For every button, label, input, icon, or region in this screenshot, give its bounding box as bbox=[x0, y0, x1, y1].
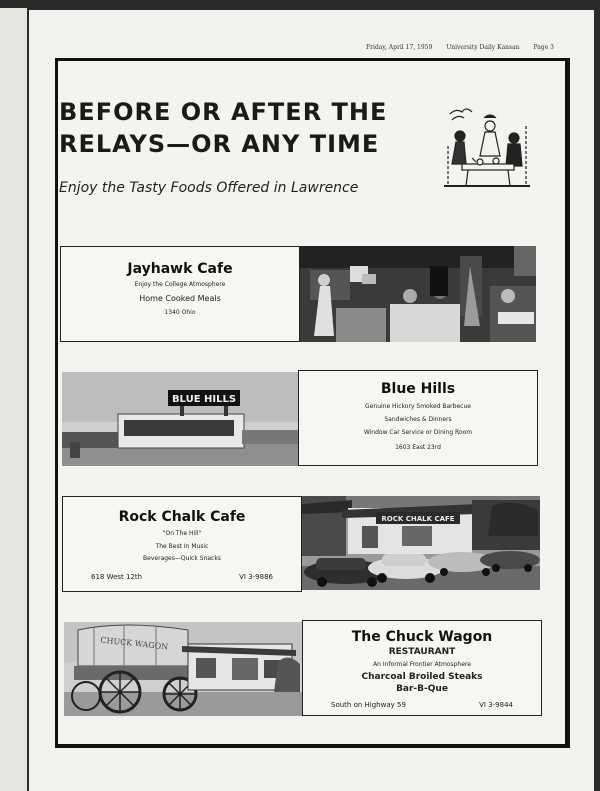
blue-hills-address: 1603 East 23rd bbox=[395, 444, 441, 451]
adjacent-page-edge bbox=[0, 8, 27, 791]
blue-hills-line-3: Window Car Service or Dining Room bbox=[363, 429, 473, 436]
subheadline: Enjoy the Tasty Foods Offered in Lawrence bbox=[59, 180, 359, 196]
rock-chalk-cafe-phone: VI 3-9886 bbox=[239, 573, 273, 581]
jayhawk-cafe-photo bbox=[300, 246, 536, 342]
chuck-wagon-contact-row bbox=[331, 701, 513, 709]
jayhawk-cafe-tagline: Enjoy the College Atmosphere bbox=[134, 281, 226, 288]
rock-chalk-cafe-address: 618 West 12th bbox=[91, 573, 143, 581]
jayhawk-cafe-address: 1340 Ohio bbox=[164, 309, 196, 316]
chuck-wagon-photo bbox=[64, 622, 302, 716]
header-page-number: Page 3 bbox=[533, 44, 554, 51]
headline-line-2: RELAYS—OR ANY TIME bbox=[59, 130, 380, 158]
blue-hills-sign: BLUE HILLS bbox=[171, 394, 237, 405]
chuck-wagon-tagline: An Informal Frontier Atmosphere bbox=[373, 661, 471, 668]
rock-chalk-cafe-contact-row bbox=[91, 573, 273, 581]
blue-hills-photo bbox=[62, 372, 298, 466]
chuck-wagon-ad bbox=[302, 620, 542, 716]
rock-chalk-cafe-tagline: "On The Hill" bbox=[162, 530, 202, 537]
chuck-wagon-address: South on Highway 59 bbox=[331, 701, 406, 709]
rock-chalk-cafe-name: Rock Chalk Cafe bbox=[118, 509, 246, 525]
rock-chalk-cafe-ad bbox=[62, 496, 302, 592]
rock-chalk-cafe-photo bbox=[302, 496, 540, 590]
headline bbox=[59, 96, 387, 160]
chuck-wagon-feature-1: Charcoal Broiled Steaks bbox=[361, 672, 483, 682]
header-paper-name: University Daily Kansan bbox=[446, 44, 520, 51]
chuck-wagon-feature-2: Bar-B-Que bbox=[396, 684, 448, 694]
headline-line-1: BEFORE OR AFTER THE bbox=[59, 98, 388, 126]
rock-chalk-cafe-sign: ROCK CHALK CAFE bbox=[381, 515, 455, 523]
chuck-wagon-cover-text: CHUCK WAGON bbox=[99, 635, 169, 652]
jayhawk-cafe-feature: Home Cooked Meals bbox=[139, 294, 221, 303]
rock-chalk-cafe-line-2: Beverages—Quick Snacks bbox=[143, 555, 221, 562]
blue-hills-line-1: Genuine Hickory Smoked Barbecue bbox=[365, 403, 471, 410]
jayhawk-cafe-ad bbox=[60, 246, 300, 342]
jayhawk-cafe-name: Jayhawk Cafe bbox=[127, 261, 233, 277]
page-header bbox=[366, 44, 566, 51]
chuck-wagon-phone: VI 3-9844 bbox=[479, 701, 513, 709]
blue-hills-name: Blue Hills bbox=[380, 381, 456, 397]
rock-chalk-cafe-line-1: The Best In Music bbox=[155, 543, 209, 550]
chuck-wagon-subtitle: RESTAURANT bbox=[388, 647, 456, 657]
diner-illustration bbox=[442, 106, 532, 192]
blue-hills-line-2: Sandwiches & Dinners bbox=[384, 416, 452, 423]
chuck-wagon-name: The Chuck Wagon bbox=[351, 629, 493, 645]
blue-hills-ad bbox=[298, 370, 538, 466]
header-date: Friday, April 17, 1959 bbox=[366, 44, 433, 51]
